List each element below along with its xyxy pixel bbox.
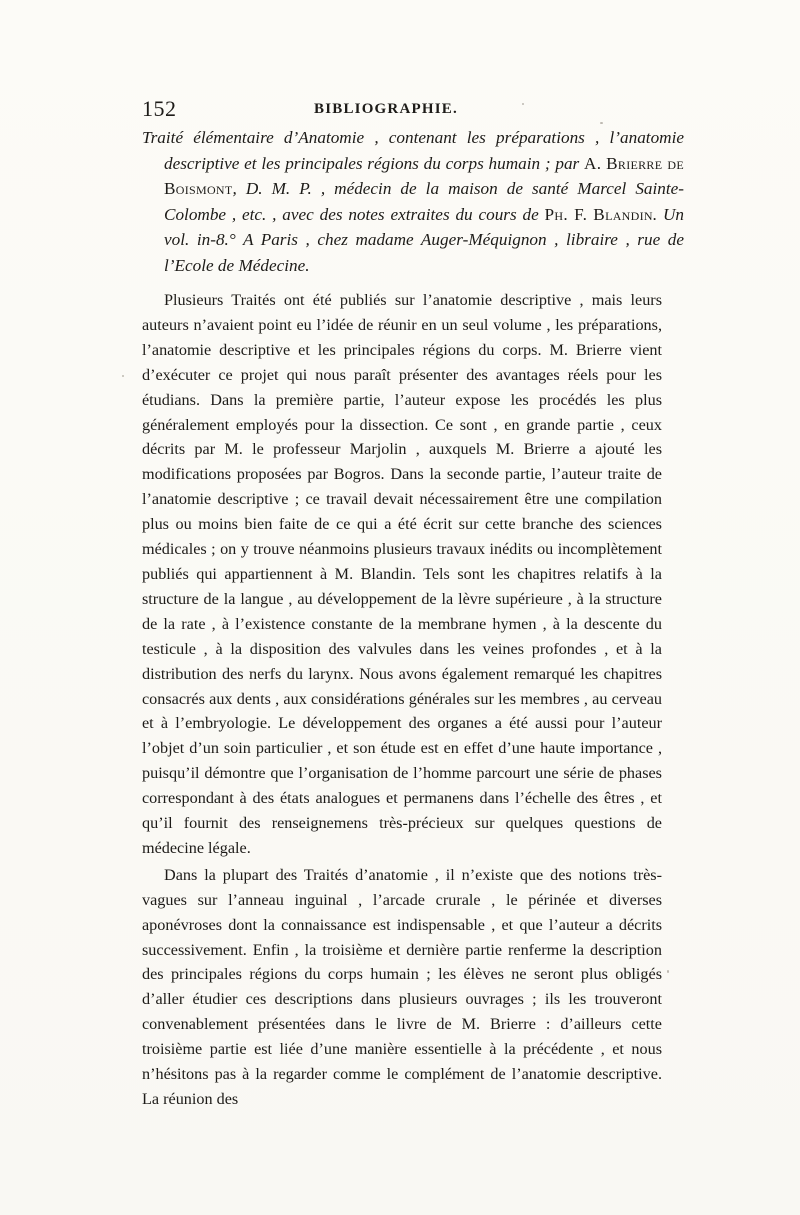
paper-speck bbox=[122, 375, 124, 377]
paper-speck bbox=[600, 122, 603, 124]
paragraph-2: Dans la plupart des Traités d’anatomie , il n’existe que des notions très-vagues sur l’anneau inguinal , l’arcade crurale , le périnée et diverses aponévroses dont la connaissance est indispensable , et que l’auteur a décrits successivement. Enfin , la troisième et dernière partie renferme la description des principales régions du corps humain ; les élèves ne seront plus obligés d’aller étudier ces descriptions dans plusieurs ouvrages ; ils les trouveront convenablement présentées dans le livre de M. Brierre : d’ailleurs cette troisième partie est liée d’une manière essentielle à la précédente , et nous n’hésitons pas à la regarder comme le complément de l’anatomie descriptive. La réunion des bbox=[142, 865, 662, 1108]
citation-author-name: Brierre de Boismont bbox=[164, 153, 685, 198]
paper-speck bbox=[667, 970, 669, 973]
review-body bbox=[142, 288, 662, 1112]
citation-author-degree: , D. M. P. , médecin de la maison de santé Marcel Sainte-Colombe , etc. , avec des notes extraites du cours de bbox=[164, 179, 684, 224]
running-head: BIBLIOGRAPHIE. bbox=[314, 101, 458, 117]
page-header bbox=[142, 96, 662, 124]
citation-publication: . Un vol. in-8.° A Paris , chez madame Auger-Méquignon , libraire , rue de l’Ecole de Médecine. bbox=[164, 204, 684, 275]
page-number: 152 bbox=[142, 96, 177, 121]
citation-title: Traité élémentaire d’Anatomie , contenant les préparations , l’anatomie descriptive et les principales régions du corps humain ; par bbox=[142, 128, 684, 173]
paragraph-1: Plusieurs Traités ont été publiés sur l’anatomie descriptive , mais leurs auteurs n’avaient point eu l’idée de réunir en un seul volume , les préparations, l’anatomie descriptive et les principales régions du corps. M. Brierre vient d’exécuter ce projet qui nous paraît présenter des avantages réels pour les étudians. Dans la première partie, l’auteur expose les procédés les plus généralement employés pour la dissection. Ce sont , en grande partie , ceux décrits par M. le professeur Marjolin , auxquels M. Brierre a ajouté les modifications proposées par Bogros. Dans la seconde partie, l’auteur traite de l’anatomie descriptive ; ce travail devait nécessairement être une compilation plus ou moins bien faite de ce qui a été écrit sur cette branche des sciences médicales ; on y trouve néanmoins plusieurs travaux inédits ou incomplètement publiés qui appartiennent à M. Blandin. Tels sont les chapitres relatifs à la structure de la langue , au développement de la lèvre supérieure , à la structure de la rate , à l’existence constante de la membrane hymen , à la descente du testicule , à la disposition des valvules dans les veines profondes , et à la distribution des nerfs du larynx. Nous avons également remarqué les chapitres consacrés aux dents , aux considérations générales sur les membres , au cerveau et à l’embryologie. Le développement des organes a été aussi pour l’auteur l’objet d’un soin particulier , et son étude est en effet d’une haute importance , puisqu’il démontre que l’organisation de l’homme parcourt une série de phases correspondant à des états analogues et permanens dans l’échelle des êtres , et qu’il fournit des renseignemens très-précieux sur quelques questions de médecine légale. bbox=[142, 291, 662, 857]
citation-second-author: Ph. F. Blandin bbox=[544, 204, 653, 224]
paper-speck bbox=[522, 103, 524, 105]
bibliographic-citation bbox=[142, 125, 684, 278]
citation-author-initial: A. bbox=[584, 153, 602, 173]
